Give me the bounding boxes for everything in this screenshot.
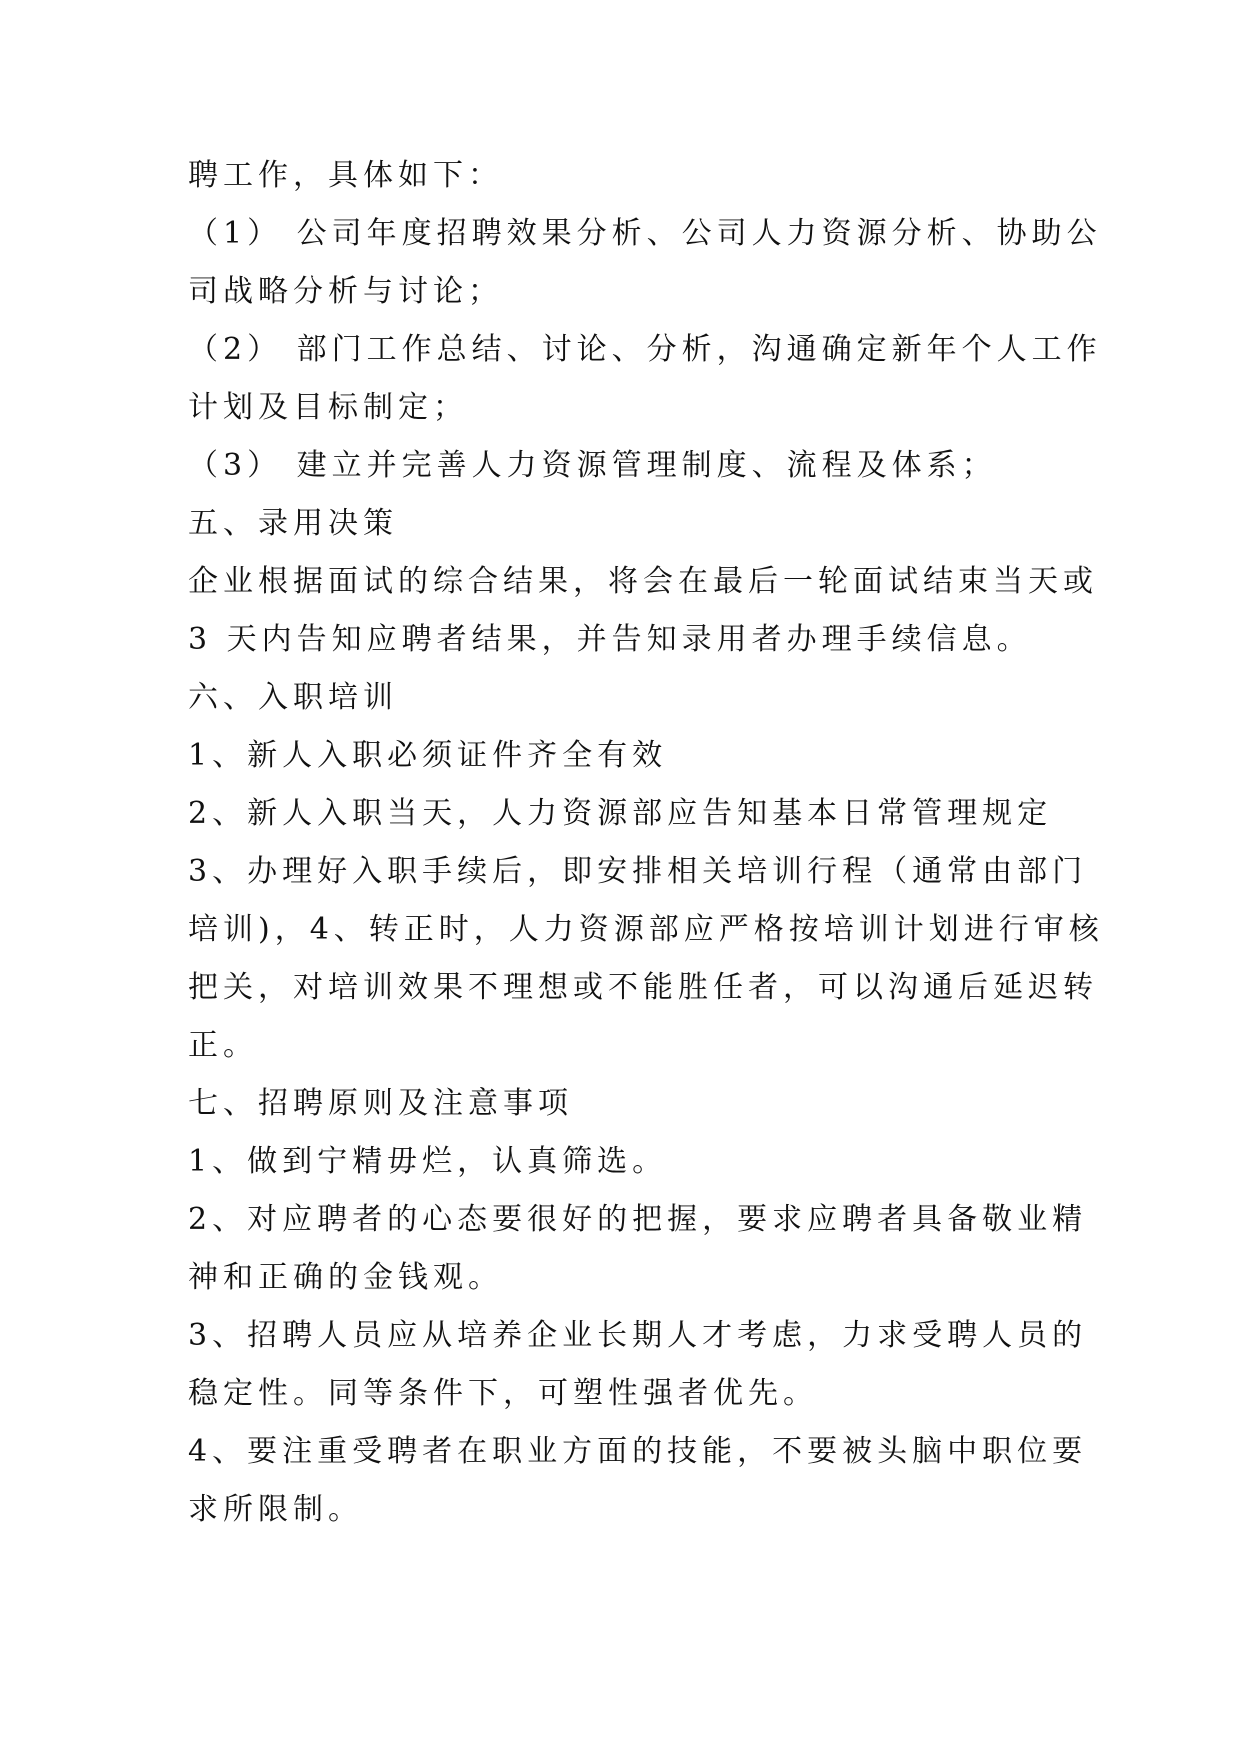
list-item: 3、办理好入职手续后，即安排相关培训行程（通常由部门 [188,854,1088,889]
list-item: 2、新人入职当天，人力资源部应告知基本日常管理规定 [188,796,1053,831]
section-heading-6: 六、入职培训 [188,680,398,715]
list-item-2: （2） 部门工作总结、讨论、分析，沟通确定新年个人工作 [188,332,1102,367]
paragraph-line: 培训)，4、转正时，人力资源部应严格按培训计划进行审核 [188,912,1104,947]
paragraph-line: 3 天内告知应聘者结果，并告知录用者办理手续信息。 [188,622,1032,657]
paragraph-line: 稳定性。同等条件下，可塑性强者优先。 [188,1376,818,1411]
paragraph-line: 求所限制。 [188,1492,363,1527]
text-line: 聘工作，具体如下： [188,158,503,193]
list-item: 4、要注重受聘者在职业方面的技能，不要被头脑中职位要 [188,1434,1088,1469]
list-item: 1、新人入职必须证件齐全有效 [188,738,668,773]
paragraph-line: 神和正确的金钱观。 [188,1260,503,1295]
list-item-3: （3） 建立并完善人力资源管理制度、流程及体系； [188,448,997,483]
text-line: 计划及目标制定； [188,390,468,425]
list-item: 2、对应聘者的心态要很好的把握，要求应聘者具备敬业精 [188,1202,1088,1237]
list-item: 3、招聘人员应从培养企业长期人才考虑，力求受聘人员的 [188,1318,1088,1353]
paragraph-line: 把关，对培训效果不理想或不能胜任者，可以沟通后延迟转 [188,970,1098,1005]
section-heading-5: 五、录用决策 [188,506,398,541]
list-item: 1、做到宁精毋烂，认真筛选。 [188,1144,668,1179]
list-item-1: （1） 公司年度招聘效果分析、公司人力资源分析、协助公 [188,216,1102,251]
text-line: 司战略分析与讨论； [188,274,503,309]
paragraph-line: 正。 [188,1028,258,1063]
paragraph-line: 企业根据面试的综合结果，将会在最后一轮面试结束当天或 [188,564,1098,599]
section-heading-7: 七、招聘原则及注意事项 [188,1086,573,1121]
